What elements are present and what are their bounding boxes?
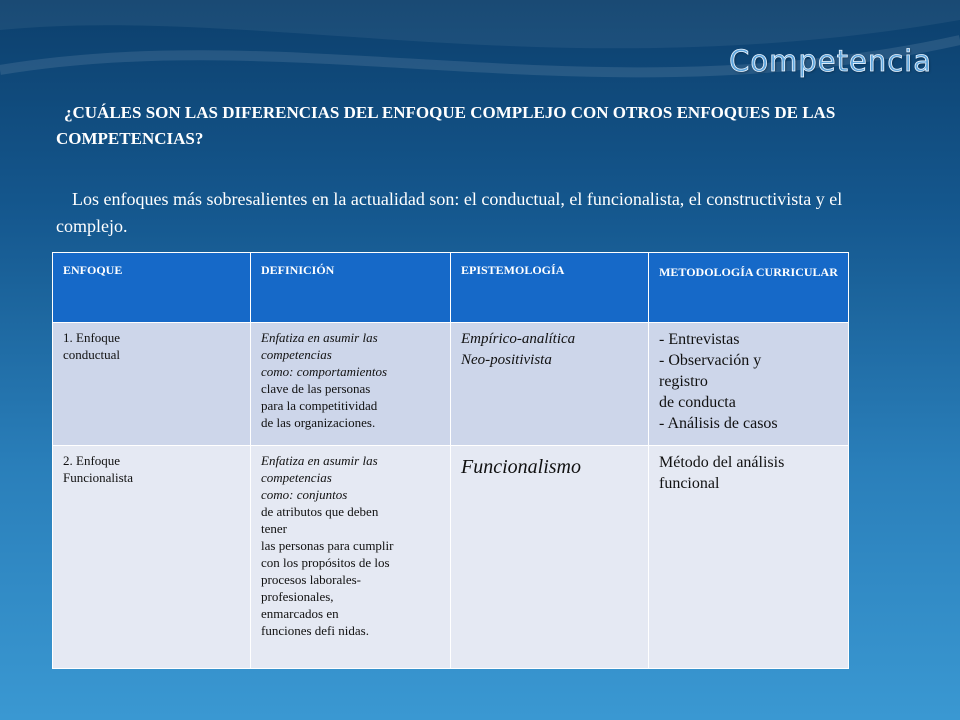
cell-line: Enfatiza en asumir las [261,330,378,345]
cell-metodologia [649,446,849,669]
cell-enfoque [53,446,251,669]
cell-line: las personas para cumplir [261,538,394,553]
cell-line: de conducta [659,394,736,411]
question-heading: ¿CUÁLES SON LAS DIFERENCIAS DEL ENFOQUE COMPLEJO CON OTROS ENFOQUES DE LAS COMPETENCIAS? [56,103,836,148]
cell-line: 2. Enfoque [63,453,121,468]
cell-line: profesionales, [261,589,334,604]
cell-line: conductual [63,347,121,362]
cell-epistemologia [451,323,649,446]
cell-line: como: comportamientos [261,364,388,379]
header-enfoque: ENFOQUE [53,253,251,323]
cell-line: funcional [659,475,720,492]
cell-line: competencias [261,347,332,362]
cell-line: 1. Enfoque [63,330,121,345]
cell-line: - Análisis de casos [659,415,778,432]
header-definicion: DEFINICIÓN [251,253,451,323]
cell-line: de las organizaciones. [261,415,376,430]
cell-definicion [251,323,451,446]
header-metodologia: METODOLOGÍA CURRICULAR [649,253,849,323]
table-header-row [53,253,849,323]
cell-line: - Entrevistas [659,331,740,348]
cell-line: registro [659,373,708,390]
cell-line: funciones defi nidas. [261,623,369,638]
cell-line: Funcionalista [63,470,134,485]
cell-metodologia [649,323,849,446]
cell-line: con los propósitos de los [261,555,390,570]
cell-epistemologia [451,446,649,669]
cell-line: Funcionalismo [461,456,581,478]
intro-paragraph: Los enfoques más sobresalientes en la actualidad son: el conductual, el funcionalista, el constructivista y el complejo. [56,189,843,236]
cell-line: procesos laborales- [261,572,361,587]
cell-definicion [251,446,451,669]
cell-line: tener [261,521,287,536]
cell-line: Método del análisis [659,454,785,471]
table-row [53,446,849,669]
cell-line: - Observación y [659,352,762,369]
cell-line: Enfatiza en asumir las [261,453,378,468]
cell-enfoque [53,323,251,446]
header-epistemologia: EPISTEMOLOGÍA [451,253,649,323]
cell-line: Empírico-analítica [461,331,576,347]
approaches-table [52,252,849,669]
cell-line: competencias [261,470,332,485]
table-row [53,323,849,446]
cell-line: clave de las personas [261,381,371,396]
cell-line: de atributos que deben [261,504,379,519]
cell-line: para la competitividad [261,398,378,413]
cell-line: Neo-positivista [461,352,552,368]
slide-title: Competencia [729,44,932,78]
cell-line: enmarcados en [261,606,339,621]
cell-line: como: conjuntos [261,487,348,502]
